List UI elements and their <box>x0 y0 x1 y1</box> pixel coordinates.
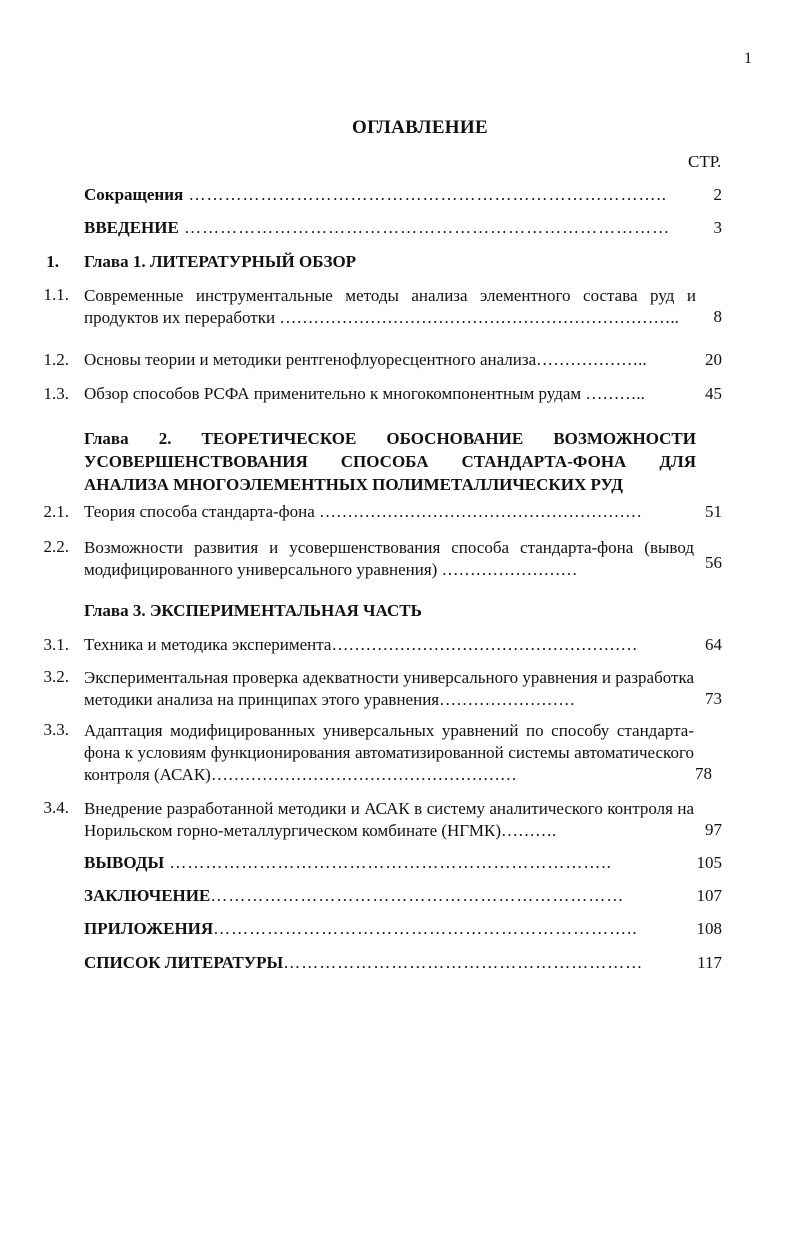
toc-entry-title: Основы теории и методики рентгенофлуоресцентного анализа……………….. <box>84 350 647 369</box>
toc-entry-number: 1.2. <box>43 350 69 369</box>
toc-entry-number: 3.2. <box>43 667 69 686</box>
toc-entry-title: Глава 3. ЭКСПЕРИМЕНТАЛЬНАЯ ЧАСТЬ <box>84 601 422 620</box>
toc-leader: ……………………………………………………………….. <box>164 853 612 872</box>
toc-entry-title: ЗАКЛЮЧЕНИЕ <box>84 886 211 905</box>
page-title: ОГЛАВЛЕНИЕ <box>352 117 488 138</box>
toc-entry-page: 51 <box>705 502 722 521</box>
toc-entry-page: 105 <box>696 853 722 872</box>
toc-entry-page: 97 <box>705 820 722 839</box>
toc-entry-title: Глава 2. ТЕОРЕТИЧЕСКОЕ ОБОСНОВАНИЕ ВОЗМОЖНОСТИ УСОВЕРШЕНСТВОВАНИЯ СПОСОБА СТАНДАРТА-ФОНА ДЛЯ АНАЛИЗА МНОГОЭЛЕМЕНТНЫХ ПОЛИМЕТАЛЛИЧЕСКИХ РУД <box>84 429 696 494</box>
toc-leader: …………………………………………………………………….. <box>183 185 667 204</box>
toc-entry-title: ВВЕДЕНИЕ <box>84 218 179 237</box>
toc-entry-number: 3.3. <box>43 720 69 739</box>
toc-leader: ……………………………………………………………………… <box>178 218 671 237</box>
toc-entry-number: 2.2. <box>43 537 69 556</box>
toc-entry-title: Экспериментальная проверка адекватности универсального уравнения и разработка методики анализа на принципах этого уравнения…………………… <box>84 668 694 709</box>
toc-entry-number: 2.1. <box>43 502 69 521</box>
toc-entry-title: Адаптация модифицированных универсальных уравнений по способу стандарта-фона к условиям функционирования автоматизированной системы автоматического контроля (АСАК)……………………………………………… <box>84 721 694 784</box>
page-number: 1 <box>744 50 752 67</box>
toc-entry-number: 1.1. <box>43 285 69 304</box>
toc-entry-page: 108 <box>696 919 722 938</box>
toc-entry-number: 1.3. <box>43 384 69 403</box>
toc-leader: …………………………………………………………….. <box>213 919 638 938</box>
toc-entry-title: ПРИЛОЖЕНИЯ <box>84 919 214 938</box>
toc-entry-number: 3.1. <box>43 635 69 654</box>
toc-entry-page: 45 <box>705 384 722 403</box>
toc-entry-title: Обзор способов РСФА применительно к многокомпонентным рудам ……….. <box>84 384 645 403</box>
toc-entry-page: 73 <box>705 689 722 708</box>
toc-leader: …………………………………………………………… <box>210 886 625 905</box>
toc-entry-title: Внедрение разработанной методики и АСАК в систему аналитического контроля на Норильском горно-металлургическом комбинате (НГМК)………. <box>84 799 694 840</box>
toc-entry-page: 56 <box>705 553 722 572</box>
toc-entry-page: 2 <box>713 185 722 204</box>
toc-entry-page: 20 <box>705 350 722 369</box>
toc-entry-number: 1. <box>46 252 59 271</box>
toc-entry-page: 8 <box>713 307 722 326</box>
toc-entry-title: Теория способа стандарта-фона ………………………………………………… <box>84 502 643 521</box>
toc-entry-title: Техника и методика эксперимента……………………………………………… <box>84 635 638 654</box>
toc-entry-page: 107 <box>696 886 722 905</box>
toc-entry-title: Глава 1. ЛИТЕРАТУРНЫЙ ОБЗОР <box>84 252 357 271</box>
toc-entry-page: 3 <box>713 218 722 237</box>
page-column-label: СТР. <box>688 152 722 171</box>
toc-entry-title: Современные инструментальные методы анализа элементного состава руд и продуктов их переработки …………………………………………………………….. <box>84 286 696 327</box>
toc-entry-number: 3.4. <box>43 798 69 817</box>
toc-entry-page: 117 <box>697 953 722 972</box>
toc-entry-page: 78 <box>695 764 712 783</box>
toc-leader: …………………………………………………… <box>283 953 644 972</box>
toc-entry-page: 64 <box>705 635 722 654</box>
toc-entry-title: СПИСОК ЛИТЕРАТУРЫ <box>84 953 284 972</box>
toc-entry-title: Возможности развития и усовершенствования способа стандарта-фона (вывод модифицированного универсального уравнения) …………………… <box>84 538 694 579</box>
toc-entry-title: ВЫВОДЫ <box>84 853 165 872</box>
toc-entry-title: Сокращения <box>84 185 184 204</box>
